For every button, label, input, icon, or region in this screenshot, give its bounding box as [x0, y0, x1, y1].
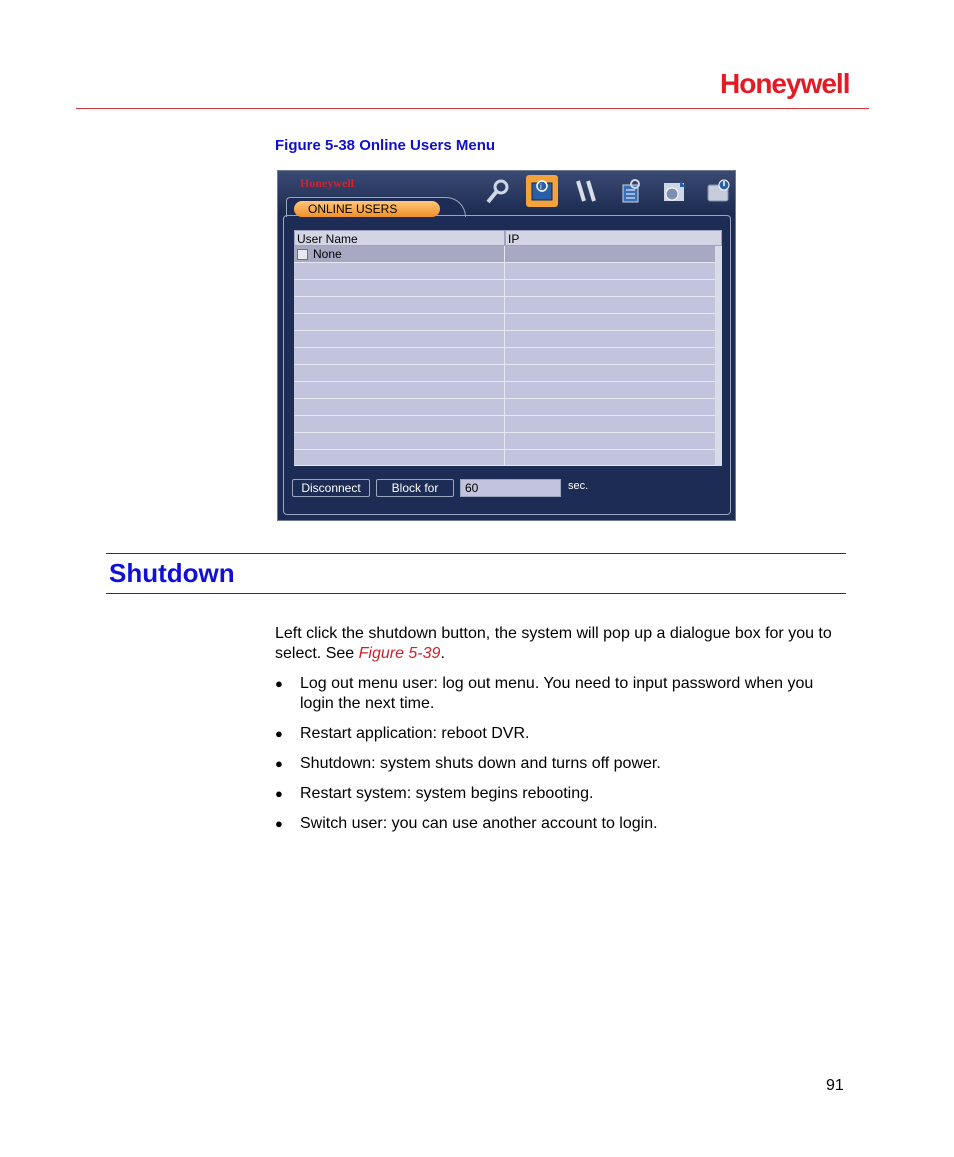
disconnect-button[interactable]: Disconnect [292, 479, 370, 497]
intro-paragraph [275, 624, 835, 664]
section-heading: Shutdown [109, 558, 235, 588]
table-row[interactable] [294, 433, 722, 450]
tools-icon[interactable] [570, 175, 602, 207]
settings-list-icon[interactable] [614, 175, 646, 207]
table-row[interactable] [294, 382, 722, 399]
bullet-icon: ● [275, 676, 283, 691]
info-icon[interactable] [526, 175, 558, 207]
dvr-icon-bar [482, 175, 734, 211]
table-row[interactable] [294, 280, 722, 297]
intro-end: . [440, 645, 445, 662]
svg-text:i: i [540, 182, 542, 191]
block-seconds-input[interactable]: 60 [460, 479, 561, 497]
table-row[interactable] [294, 331, 722, 348]
table-row[interactable] [294, 314, 722, 331]
figure-caption: Figure 5-38 Online Users Menu [275, 137, 496, 154]
page-number: 91 [826, 1077, 844, 1094]
tab-online-users[interactable] [286, 197, 466, 217]
user-name-cell [294, 246, 505, 262]
shutdown-icon[interactable] [702, 175, 734, 207]
bullet-icon: ● [275, 786, 283, 801]
backup-icon[interactable] [658, 175, 690, 207]
user-name-value: None [313, 247, 342, 261]
tab-online-users-label: ONLINE USERS [294, 201, 440, 217]
table-row[interactable] [294, 263, 722, 280]
search-icon[interactable] [482, 175, 514, 207]
online-users-screenshot [277, 170, 736, 521]
table-row[interactable] [294, 365, 722, 382]
list-item: ● Restart system: system begins rebooting. [275, 785, 594, 802]
header-rule [76, 108, 869, 109]
dvr-brand: Honeywell [300, 176, 354, 190]
honeywell-logo: Honeywell [720, 68, 850, 99]
bullet-icon: ● [275, 726, 283, 741]
table-row[interactable] [294, 399, 722, 416]
row-checkbox[interactable] [297, 249, 308, 260]
section-rule-bottom [106, 593, 846, 594]
list-item: ● Log out menu user: log out menu. You need to input password when you login the next time. [275, 675, 814, 712]
table-row[interactable] [294, 348, 722, 365]
seconds-unit-label: sec. [568, 480, 589, 492]
list-item: ● Switch user: you can use another account to login. [275, 815, 658, 832]
list-item: ● Shutdown: system shuts down and turns off power. [275, 755, 661, 772]
bullet-icon: ● [275, 756, 283, 771]
list-item: ● Restart application: reboot DVR. [275, 725, 530, 742]
section-rule-top [106, 553, 846, 554]
table-row[interactable] [294, 246, 722, 263]
shutdown-options-list [275, 674, 835, 834]
table-row[interactable] [294, 297, 722, 314]
figure-link[interactable]: Figure 5-39 [358, 645, 441, 662]
bullet-icon: ● [275, 816, 283, 831]
table-row[interactable] [294, 450, 722, 466]
table-row[interactable] [294, 416, 722, 433]
column-header-user-name: User Name [294, 230, 505, 246]
table-scrollbar[interactable] [715, 246, 722, 466]
block-for-button[interactable]: Block for [376, 479, 454, 497]
column-header-ip: IP [505, 230, 722, 246]
intro-text: Left click the shutdown button, the system will pop up a dialogue box for you to select. See [275, 625, 832, 662]
